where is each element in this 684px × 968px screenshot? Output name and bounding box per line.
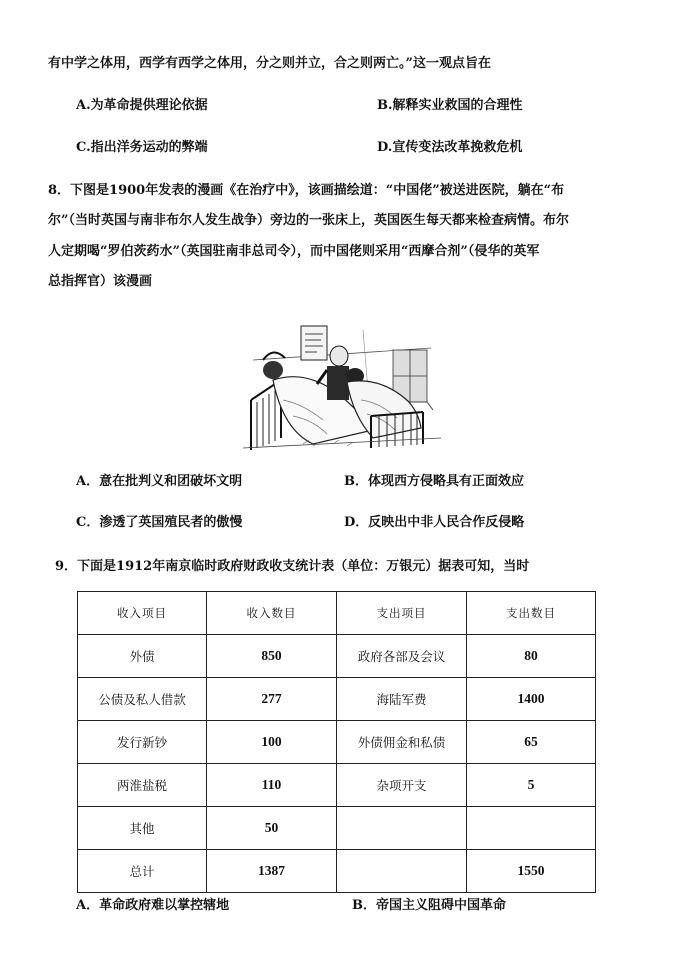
- q7-option-b: B.解释实业救国的合理性: [377, 98, 523, 113]
- q8-option-a: A．意在批判义和团破坏文明: [76, 474, 243, 489]
- q9-option-b: B．帝国主义阻碍中国革命: [352, 898, 506, 913]
- q8-stem-line-3: 人定期喝“罗伯茨药水”（英国驻南非总司令），而中国佬则采用“西摩合剂”（侵华的英军: [48, 244, 540, 259]
- finance-table: [77, 591, 596, 893]
- q8-option-b: B．体现西方侵略具有正面效应: [344, 474, 524, 489]
- table-cell: 海陆军费: [337, 678, 467, 721]
- table-cell: 其他: [78, 807, 207, 850]
- table-header-cell: 支出数目: [467, 592, 596, 635]
- table-row: [78, 678, 596, 721]
- table-cell: 5: [467, 764, 596, 807]
- table-cell: 100: [207, 721, 337, 764]
- cartoon-image: [243, 320, 441, 452]
- table-header-cell: 收入项目: [78, 592, 207, 635]
- table-cell: 1387: [207, 850, 337, 893]
- table-cell: 1550: [467, 850, 596, 893]
- q8-stem-line-2: 尔”（当时英国与南非布尔人发生战争）旁边的一张床上，英国医生每天都来检查病情。布尔: [48, 213, 569, 228]
- table-cell: 277: [207, 678, 337, 721]
- table-cell: 公债及私人借款: [78, 678, 207, 721]
- q8-option-c: C．渗透了英国殖民者的傲慢: [76, 515, 243, 530]
- q7-option-c: C.指出洋务运动的弊端: [76, 140, 208, 155]
- q8-stem-line-1: 8．下图是1900年发表的漫画《在治疗中》，该画描绘道：“中国佬”被送进医院，躺在“布: [48, 183, 565, 198]
- table-cell: [337, 850, 467, 893]
- q9-option-a: A．革命政府难以掌控辖地: [76, 898, 230, 913]
- table-row: [78, 807, 596, 850]
- q8-option-d: D．反映出中非人民合作反侵略: [344, 515, 525, 530]
- table-cell: 50: [207, 807, 337, 850]
- table-cell: 杂项开支: [337, 764, 467, 807]
- table-row: [78, 721, 596, 764]
- table-cell: [467, 807, 596, 850]
- table-cell: 110: [207, 764, 337, 807]
- table-header-cell: 支出项目: [337, 592, 467, 635]
- table-cell: 发行新钞: [78, 721, 207, 764]
- table-cell: [337, 807, 467, 850]
- table-cell: 外债: [78, 635, 207, 678]
- q7-option-d: D.宣传变法改革挽救危机: [377, 140, 523, 155]
- q7-stem-tail: 有中学之体用，西学有西学之体用，分之则并立，合之则两亡。”这一观点旨在: [48, 56, 491, 71]
- table-cell: 1400: [467, 678, 596, 721]
- table-header-cell: 收入数目: [207, 592, 337, 635]
- q9-stem: 9．下面是1912年南京临时政府财政收支统计表（单位：万银元）据表可知，当时: [55, 559, 530, 574]
- q8-stem-line-4: 总指挥官）该漫画: [48, 274, 153, 289]
- table-cell: 850: [207, 635, 337, 678]
- table-row: [78, 764, 596, 807]
- table-cell: 80: [467, 635, 596, 678]
- q7-option-a: A.为革命提供理论依据: [76, 98, 208, 113]
- table-cell: 总计: [78, 850, 207, 893]
- table-row: [78, 850, 596, 893]
- table-cell: 两淮盐税: [78, 764, 207, 807]
- table-cell: 65: [467, 721, 596, 764]
- table-row: [78, 635, 596, 678]
- table-cell: 外债佣金和私债: [337, 721, 467, 764]
- table-cell: 政府各部及会议: [337, 635, 467, 678]
- table-header-row: [78, 592, 596, 635]
